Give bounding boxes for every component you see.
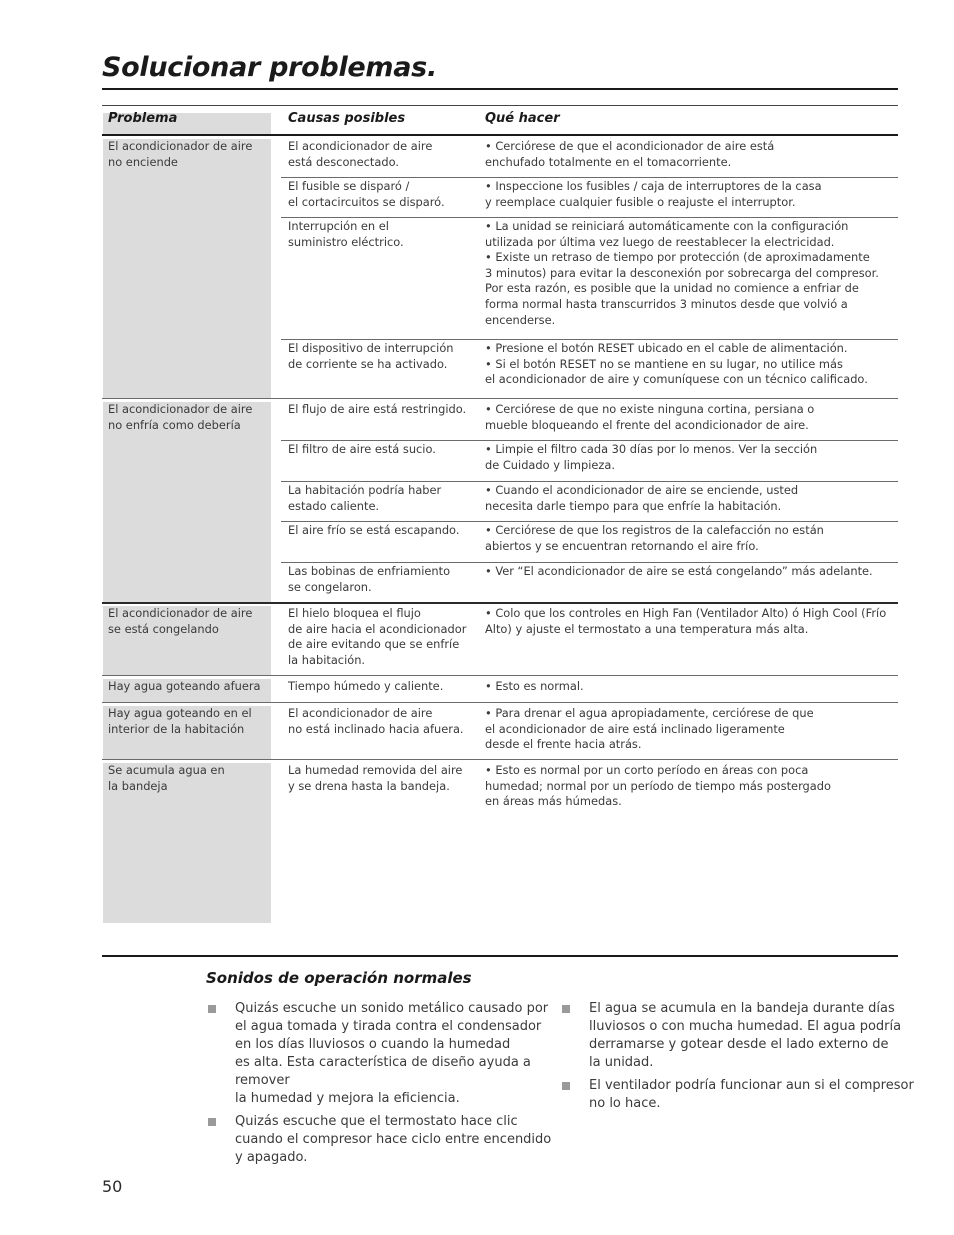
- action-cell: [485, 564, 873, 580]
- text-line: el acondicionador de aire está inclinado ligeramente: [485, 721, 785, 736]
- action-cell: [485, 483, 798, 514]
- problem-cell-bg: [103, 139, 271, 398]
- action-cell: [485, 679, 584, 695]
- sound-item: [235, 1113, 551, 1167]
- action-cell: [485, 139, 774, 170]
- cause-cell: [288, 219, 404, 250]
- text-line: Hay agua goteando afuera: [108, 679, 261, 693]
- text-line: la habitación.: [288, 652, 366, 667]
- text-line: de aire evitando que se enfríe: [288, 637, 460, 652]
- row-divider: [102, 675, 898, 676]
- text-line: necesita darle tiempo para que enfríe la habitación.: [485, 498, 782, 513]
- text-line: y reemplace cualquier fusible o reajuste el interruptor.: [485, 194, 796, 209]
- text-line: el cortacircuitos se disparó.: [288, 194, 445, 209]
- text-line: no está inclinado hacia afuera.: [288, 721, 464, 736]
- text-line: no enfría como debería: [108, 417, 241, 432]
- text-line: Tiempo húmedo y caliente.: [288, 679, 444, 693]
- cause-cell: [288, 679, 443, 695]
- text-line: • La unidad se reiniciará automáticamente con la configuración: [485, 219, 849, 233]
- action-cell: [485, 219, 879, 328]
- text-line: está desconectado.: [288, 154, 399, 169]
- text-line: forma normal hasta transcurridos 3 minutos desde que volvió a: [485, 296, 848, 311]
- action-cell: [485, 523, 824, 554]
- text-line: • Cerciórese de que no existe ninguna cortina, persiana o: [485, 402, 815, 416]
- text-line: suministro eléctrico.: [288, 234, 404, 249]
- sound-item: [589, 1077, 914, 1113]
- text-line: • Presione el botón RESET ubicado en el cable de alimentación.: [485, 341, 848, 355]
- text-line: en los días lluviosos o cuando la humedad: [235, 1037, 511, 1052]
- table-top-rule: [102, 105, 898, 106]
- header-rule: [102, 134, 898, 136]
- text-line: El acondicionador de aire: [108, 606, 253, 620]
- text-line: Quizás escuche que el termostato hace clic: [235, 1114, 518, 1129]
- text-line: • Esto es normal.: [485, 679, 584, 693]
- text-line: derramarse y gotear desde el lado externo de: [589, 1037, 889, 1052]
- text-line: • Cuando el acondicionador de aire se enciende, usted: [485, 483, 799, 497]
- text-line: • Colo que los controles en High Fan (Ventilador Alto) ó High Cool (Frío: [485, 606, 887, 620]
- text-line: 3 minutos) para evitar la desconexión por sobrecarga del compresor.: [485, 265, 879, 280]
- sound-item: [589, 1000, 901, 1072]
- text-line: desde el frente hacia atrás.: [485, 737, 642, 752]
- text-line: Quizás escuche un sonido metálico causado por: [235, 1001, 549, 1016]
- text-line: el acondicionador de aire y comuníquese con un técnico calificado.: [485, 372, 868, 387]
- cause-cell: [288, 483, 441, 514]
- action-cell: [485, 179, 822, 210]
- text-line: El ventilador podría funcionar aun si el compresor: [589, 1078, 914, 1093]
- row-divider: [281, 217, 898, 218]
- problem-cell: [108, 679, 261, 695]
- text-line: de corriente se ha activado.: [288, 356, 448, 371]
- text-line: en áreas más húmedas.: [485, 794, 622, 809]
- text-line: abiertos y se encuentran retornando el aire frío.: [485, 538, 759, 553]
- problem-cell: [108, 706, 252, 737]
- text-line: • Cerciórese de que los registros de la calefacción no están: [485, 523, 824, 537]
- text-line: lluviosos o con mucha humedad. El agua podría: [589, 1019, 902, 1034]
- text-line: • Esto es normal por un corto período en áreas con poca: [485, 763, 809, 777]
- problem-cell: [108, 606, 252, 637]
- row-divider: [102, 759, 898, 760]
- text-line: El acondicionador de aire: [288, 139, 433, 153]
- action-cell: [485, 606, 886, 637]
- text-line: El acondicionador de aire: [108, 139, 253, 153]
- text-line: El fusible se disparó /: [288, 179, 410, 193]
- action-cell: [485, 706, 814, 753]
- section-rule: [102, 955, 898, 957]
- action-cell: [485, 442, 817, 473]
- text-line: • Existe un retraso de tiempo por protección (de aproximadamente: [485, 250, 870, 265]
- text-line: y apagado.: [235, 1150, 308, 1165]
- cause-cell: [288, 402, 466, 418]
- action-cell: [485, 341, 868, 388]
- text-line: El dispositivo de interrupción: [288, 341, 454, 355]
- text-line: se congelaron.: [288, 579, 372, 594]
- sound-item: [235, 1000, 548, 1108]
- text-line: La habitación podría haber: [288, 483, 442, 497]
- text-line: mueble bloqueando el frente del acondicionador de aire.: [485, 417, 809, 432]
- sounds-section-title: Sonidos de operación normales: [206, 969, 472, 987]
- text-line: La humedad removida del aire: [288, 763, 463, 777]
- row-divider: [102, 702, 898, 703]
- square-bullet-icon: [562, 1005, 570, 1013]
- text-line: la unidad.: [589, 1055, 654, 1070]
- text-line: remover: [235, 1073, 290, 1088]
- text-line: • Ver “El acondicionador de aire se está congelando” más adelante.: [485, 564, 873, 578]
- text-line: Las bobinas de enfriamiento: [288, 564, 451, 578]
- text-line: la humedad y mejora la eficiencia.: [235, 1091, 460, 1106]
- text-line: Por esta razón, es posible que la unidad no comience a enfriar de: [485, 281, 859, 296]
- problem-cell: [108, 763, 225, 794]
- text-line: Se acumula agua en: [108, 763, 225, 777]
- cause-cell: [288, 341, 454, 372]
- text-line: El agua se acumula en la bandeja durante días: [589, 1001, 895, 1016]
- action-cell: [485, 763, 831, 810]
- cause-cell: [288, 606, 466, 668]
- row-divider: [102, 602, 898, 604]
- cause-cell: [288, 139, 432, 170]
- text-line: encenderse.: [485, 312, 556, 327]
- text-line: no lo hace.: [589, 1096, 661, 1111]
- header-action: Qué hacer: [485, 111, 560, 126]
- text-line: no enciende: [108, 154, 178, 169]
- row-divider: [281, 339, 898, 340]
- text-line: se está congelando: [108, 621, 219, 636]
- text-line: • Inspeccione los fusibles / caja de interruptores de la casa: [485, 179, 822, 193]
- row-divider: [281, 177, 898, 178]
- cause-cell: [288, 523, 459, 539]
- square-bullet-icon: [562, 1082, 570, 1090]
- text-line: Alto) y ajuste el termostato a una temperatura más alta.: [485, 621, 809, 636]
- text-line: • Cerciórese de que el acondicionador de aire está: [485, 139, 775, 153]
- cause-cell: [288, 763, 462, 794]
- text-line: • Limpie el filtro cada 30 días por lo menos. Ver la sección: [485, 442, 818, 456]
- text-line: El acondicionador de aire: [108, 402, 253, 416]
- header-problem: Problema: [108, 111, 178, 126]
- square-bullet-icon: [208, 1118, 216, 1126]
- cause-cell: [288, 179, 445, 210]
- row-divider: [102, 398, 898, 399]
- text-line: el agua tomada y tirada contra el condensador: [235, 1019, 542, 1034]
- title-rule: [102, 88, 898, 90]
- text-line: El filtro de aire está sucio.: [288, 442, 436, 456]
- text-line: El aire frío se está escapando.: [288, 523, 460, 537]
- action-cell: [485, 402, 814, 433]
- text-line: El hielo bloquea el flujo: [288, 606, 421, 620]
- page-number: 50: [102, 1177, 123, 1196]
- text-line: humedad; normal por un período de tiempo más postergado: [485, 778, 831, 793]
- text-line: interior de la habitación: [108, 721, 245, 736]
- text-line: cuando el compresor hace ciclo entre encendido: [235, 1132, 552, 1147]
- text-line: la bandeja: [108, 778, 168, 793]
- text-line: El acondicionador de aire: [288, 706, 433, 720]
- row-divider: [281, 562, 898, 563]
- text-line: es alta. Esta característica de diseño ayuda a: [235, 1055, 531, 1070]
- text-line: Hay agua goteando en el: [108, 706, 252, 720]
- row-divider: [281, 440, 898, 441]
- cause-cell: [288, 564, 450, 595]
- text-line: • Para drenar el agua apropiadamente, cerciórese de que: [485, 706, 814, 720]
- row-divider: [281, 521, 898, 522]
- text-line: y se drena hasta la bandeja.: [288, 778, 450, 793]
- cause-cell: [288, 706, 464, 737]
- header-causes: Causas posibles: [288, 111, 406, 126]
- row-divider: [281, 481, 898, 482]
- square-bullet-icon: [208, 1005, 216, 1013]
- problem-cell: [108, 402, 252, 433]
- text-line: utilizada por última vez luego de reestablecer la electricidad.: [485, 234, 835, 249]
- problem-cell: [108, 139, 252, 170]
- text-line: enchufado totalmente en el tomacorriente.: [485, 154, 732, 169]
- text-line: El flujo de aire está restringido.: [288, 402, 467, 416]
- page-title: Solucionar problemas.: [102, 52, 437, 83]
- cause-cell: [288, 442, 436, 458]
- text-line: de Cuidado y limpieza.: [485, 457, 615, 472]
- text-line: estado caliente.: [288, 498, 380, 513]
- text-line: de aire hacia el acondicionador: [288, 621, 467, 636]
- text-line: • Si el botón RESET no se mantiene en su lugar, no utilice más: [485, 356, 843, 371]
- text-line: Interrupción en el: [288, 219, 389, 233]
